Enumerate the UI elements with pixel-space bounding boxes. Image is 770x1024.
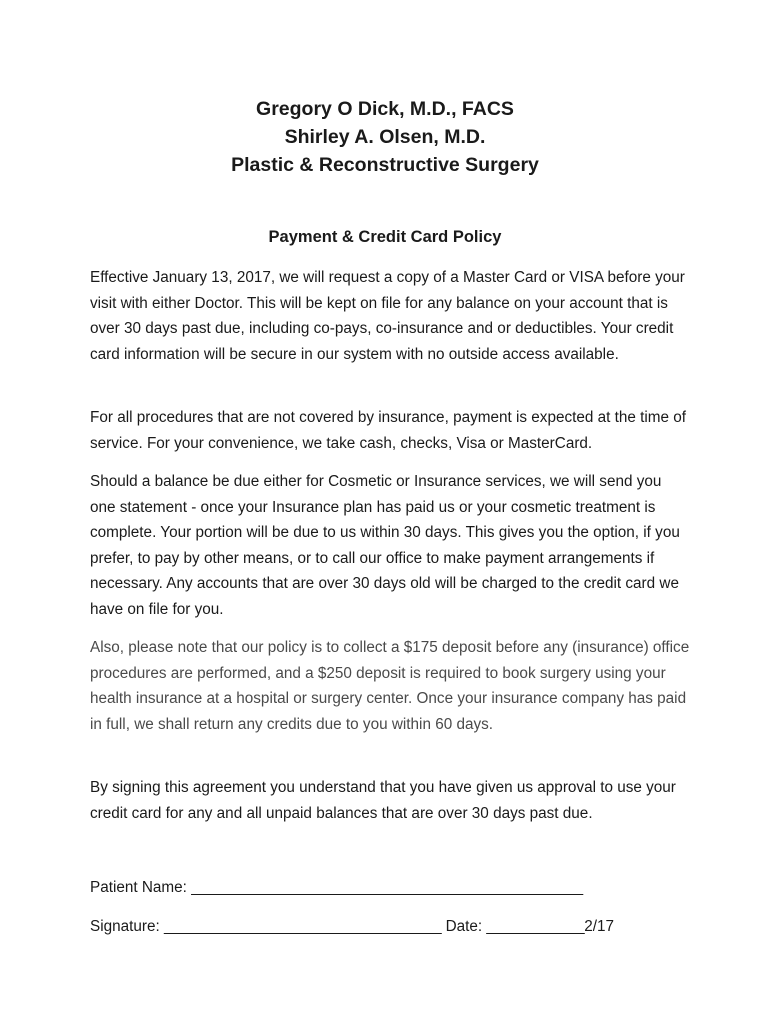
policy-title: Payment & Credit Card Policy: [268, 228, 502, 246]
paragraph-deposit-policy: Also, please note that our policy is to collect a $175 deposit before any (insurance) office procedures are performed, and a $250 deposit is required to book surgery using your health insurance at a hospital or surgery center. Once your insurance company has paid in full, we shall return any credits due to you within 60 days.: [90, 639, 690, 733]
signature-field[interactable]: __________________________________: [163, 918, 442, 935]
paragraph-agreement: By signing this agreement you understand that you have given us approval to use your credit card for any and all unpaid balances that are over 30 days past due.: [90, 779, 676, 822]
paragraph-payment-at-service: For all procedures that are not covered by insurance, payment is expected at the time of service. For your convenience, we take cash, checks, Visa or MasterCard.: [90, 409, 687, 452]
letterhead: [0, 95, 770, 179]
signature-row: [90, 916, 614, 938]
paragraph-card-request: Effective January 13, 2017, we will request a copy of a Master Card or VISA before your visit with either Doctor. This will be kept on file for any balance on your account that is over 30 days past due, including co-pays, co-insurance and or deductibles. Your credit card information will be secure in our system with no outside access available.: [90, 269, 685, 363]
date-field[interactable]: ____________: [486, 918, 585, 935]
patient-name-label: Patient Name:: [90, 879, 192, 896]
date-suffix: 2/17: [584, 918, 615, 935]
paragraph-balance-due: Should a balance be due either for Cosmetic or Insurance services, we will send you one statement - once your Insurance plan has paid us or your cosmetic treatment is complete. Your portion will be due to us within 30 days. This gives you the option, if you prefer, to pay by other means, or to call our office to make payment arrangements if necessary. Any accounts that are over 30 days old will be charged to the credit card we have on file for you.: [90, 473, 680, 618]
patient-name-field[interactable]: ________________________________________________: [191, 879, 583, 896]
practice-name: Plastic & Reconstructive Surgery: [231, 154, 539, 176]
doctor-name-2: Shirley A. Olsen, M.D.: [284, 126, 486, 148]
date-label: Date:: [441, 918, 487, 935]
patient-name-row: [90, 877, 583, 899]
signature-label: Signature:: [90, 918, 164, 935]
doctor-name-1: Gregory O Dick, M.D., FACS: [256, 98, 514, 120]
